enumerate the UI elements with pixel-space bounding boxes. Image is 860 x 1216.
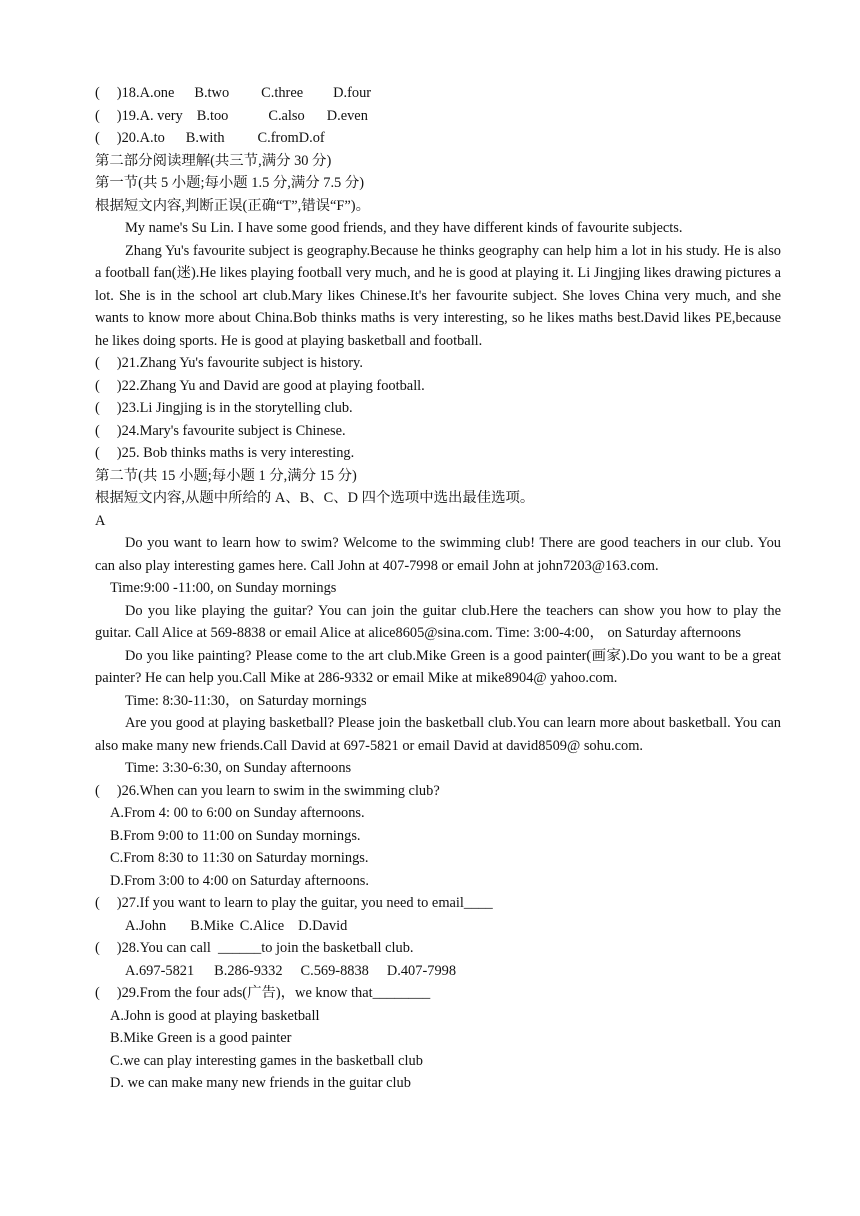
q19-stem: )19.A. very [116,107,183,124]
q27-option-b: B.Mike [190,917,234,934]
ad-swimming-time: Time:9:00 -11:00, on Sunday mornings [110,580,337,596]
q28-option-b: B.286-9332 [214,962,283,979]
q19-option-b: B.too [196,107,229,124]
section2-part1-instructions: 根据短文内容,判断正误(正确“T”,错误“F”)。 [95,197,370,214]
q20-stem: )20.A.to [116,130,165,146]
q19-option-d: D.even [326,107,368,124]
q28-options [95,960,781,983]
question-25: ( )25. Bob thinks maths is very interesting. [95,445,355,461]
exam-page [95,82,781,1095]
passage1-paragraph: My name's Su Lin. I have some good friends, and they have different kinds of favourite subjects. [125,220,683,236]
q19-option-c: C.also [268,107,305,124]
q22-stem: )22.Zhang Yu and David are good at playing football. [116,377,425,394]
q27-options [95,915,781,938]
q20-option-b: B.with [185,130,225,146]
q26-option-d: D.From 3:00 to 4:00 on Saturday afternoons. [110,872,370,889]
ad-swimming-text: Do you want to learn how to swim? Welcome to the swimming club! There are good teachers in our club. You can also play interesting games here. Call John at 407-7998 or email John at john7203@163.com. [95,535,781,574]
question-28: ( )28.You can call ______to join the basketball club. [95,940,414,956]
q24-stem: )24.Mary's favourite subject is Chinese. [116,422,346,439]
q18-stem: )18.A.one [116,85,175,101]
question-20: ( )20.A.to B.with C.fromD.of [95,127,781,150]
q23-stem: )23.Li Jingjing is in the storytelling club. [116,400,353,416]
question-22: ( )22.Zhang Yu and David are good at playing football. [95,377,425,394]
q29-option-a: A.John is good at playing basketball [110,1007,320,1024]
question-24: ( )24.Mary's favourite subject is Chinese. [95,422,346,439]
q20-option-d: D.of [298,130,325,146]
question-21: ( )21.Zhang Yu's favourite subject is history. [95,355,363,371]
section2-part1-title: 第一节(共 5 小题;每小题 1.5 分,满分 7.5 分) [95,175,365,191]
q21-stem: )21.Zhang Yu's favourite subject is history. [116,355,363,371]
q27-option-c: C.Alice [239,917,285,934]
q18-option-b: B.two [194,85,230,101]
q27-option-d: D.David [298,917,348,934]
q20-option-c: C.from [257,130,299,146]
question-23: ( )23.Li Jingjing is in the storytelling club. [95,400,353,416]
question-19: ( )19.A. very B.too C.also D.even [95,105,781,128]
q29-option-d: D. we can make many new friends in the guitar club [110,1075,411,1091]
q29-stem: )29.From the four ads(广告)，we know that________ [116,985,431,1001]
q28-option-c: C.569-8838 [300,962,369,979]
q18-option-d: D.four [333,85,372,101]
ad-basketball-text: Are you good at playing basketball? Please join the basketball club.You can learn more about basketball. You can also make many new friends.Call David at 697-5821 or email David at david8509@ sohu.com. [95,715,781,754]
q28-option-a: A.697-5821 [125,962,195,979]
q26-option-b: B.From 9:00 to 11:00 on Sunday mornings. [110,827,361,844]
passage1-paragraph: Zhang Yu's favourite subject is geography.Because he thinks geography can help him a lot in his study. He is also a football fan(迷).He likes playing football very much, and he is good at playing it. Li Jingjing likes drawing pictures a lot. She is in the school art club.Mary likes Chinese.It's her favourite subject. She loves China very much, and she wants to know more about China.Bob thinks maths is very interesting, so he likes maths best.David likes PE,because he likes doing sports. He is good at playing basketball and football. [95,242,781,349]
q29-option-c: C.we can play interesting games in the basketball club [110,1052,423,1069]
q18-option-c: C.three [261,85,304,101]
question-18: ( )18.A.one B.two C.three D.four [95,82,781,105]
q28-stem: )28.You can call ______to join the basketball club. [116,940,414,956]
q29-option-b: B.Mike Green is a good painter [110,1030,292,1046]
section2-part2-instructions: 根据短文内容,从题中所给的 A、B、C、D 四个选项中选出最佳选项。 [95,490,535,506]
question-26: ( )26.When can you learn to swim in the swimming club? [95,782,440,799]
question-27: ( )27.If you want to learn to play the guitar, you need to email____ [95,895,493,911]
q27-option-a: A.John [125,917,167,934]
ad-basketball-time: Time: 3:30-6:30, on Sunday afternoons [125,760,352,776]
q26-option-c: C.From 8:30 to 11:30 on Saturday mornings. [110,850,369,866]
section2-title: 第二部分阅读理解(共三节,满分 30 分) [95,152,332,169]
ad-guitar-text: Do you like playing the guitar? You can join the guitar club.Here the teachers can show you how to play the guitar. Call Alice at 569-8838 or email Alice at alice8605@sina.com. Time: 3:00-4:00， on Saturday afternoons [95,602,781,641]
q28-option-d: D.407-7998 [386,962,457,979]
ad-art-time: Time: 8:30-11:30，on Saturday mornings [125,692,367,709]
q26-option-a: A.From 4: 00 to 6:00 on Sunday afternoons. [110,805,365,821]
q27-stem: )27.If you want to learn to play the guitar, you need to email____ [116,895,493,911]
passage-a-label: A [95,512,106,529]
q25-stem: )25. Bob thinks maths is very interesting. [116,445,355,461]
q26-stem: )26.When can you learn to swim in the swimming club? [116,782,440,799]
section2-part2-title: 第二节(共 15 小题;每小题 1 分,满分 15 分) [95,467,357,484]
question-29: ( )29.From the four ads(广告)，we know that________ [95,985,431,1001]
ad-art-text: Do you like painting? Please come to the art club.Mike Green is a good painter(画家).Do you want to be a great painter? He can help you.Call Mike at 286-9332 or email Mike at mike8904@ yahoo.com. [95,647,781,686]
